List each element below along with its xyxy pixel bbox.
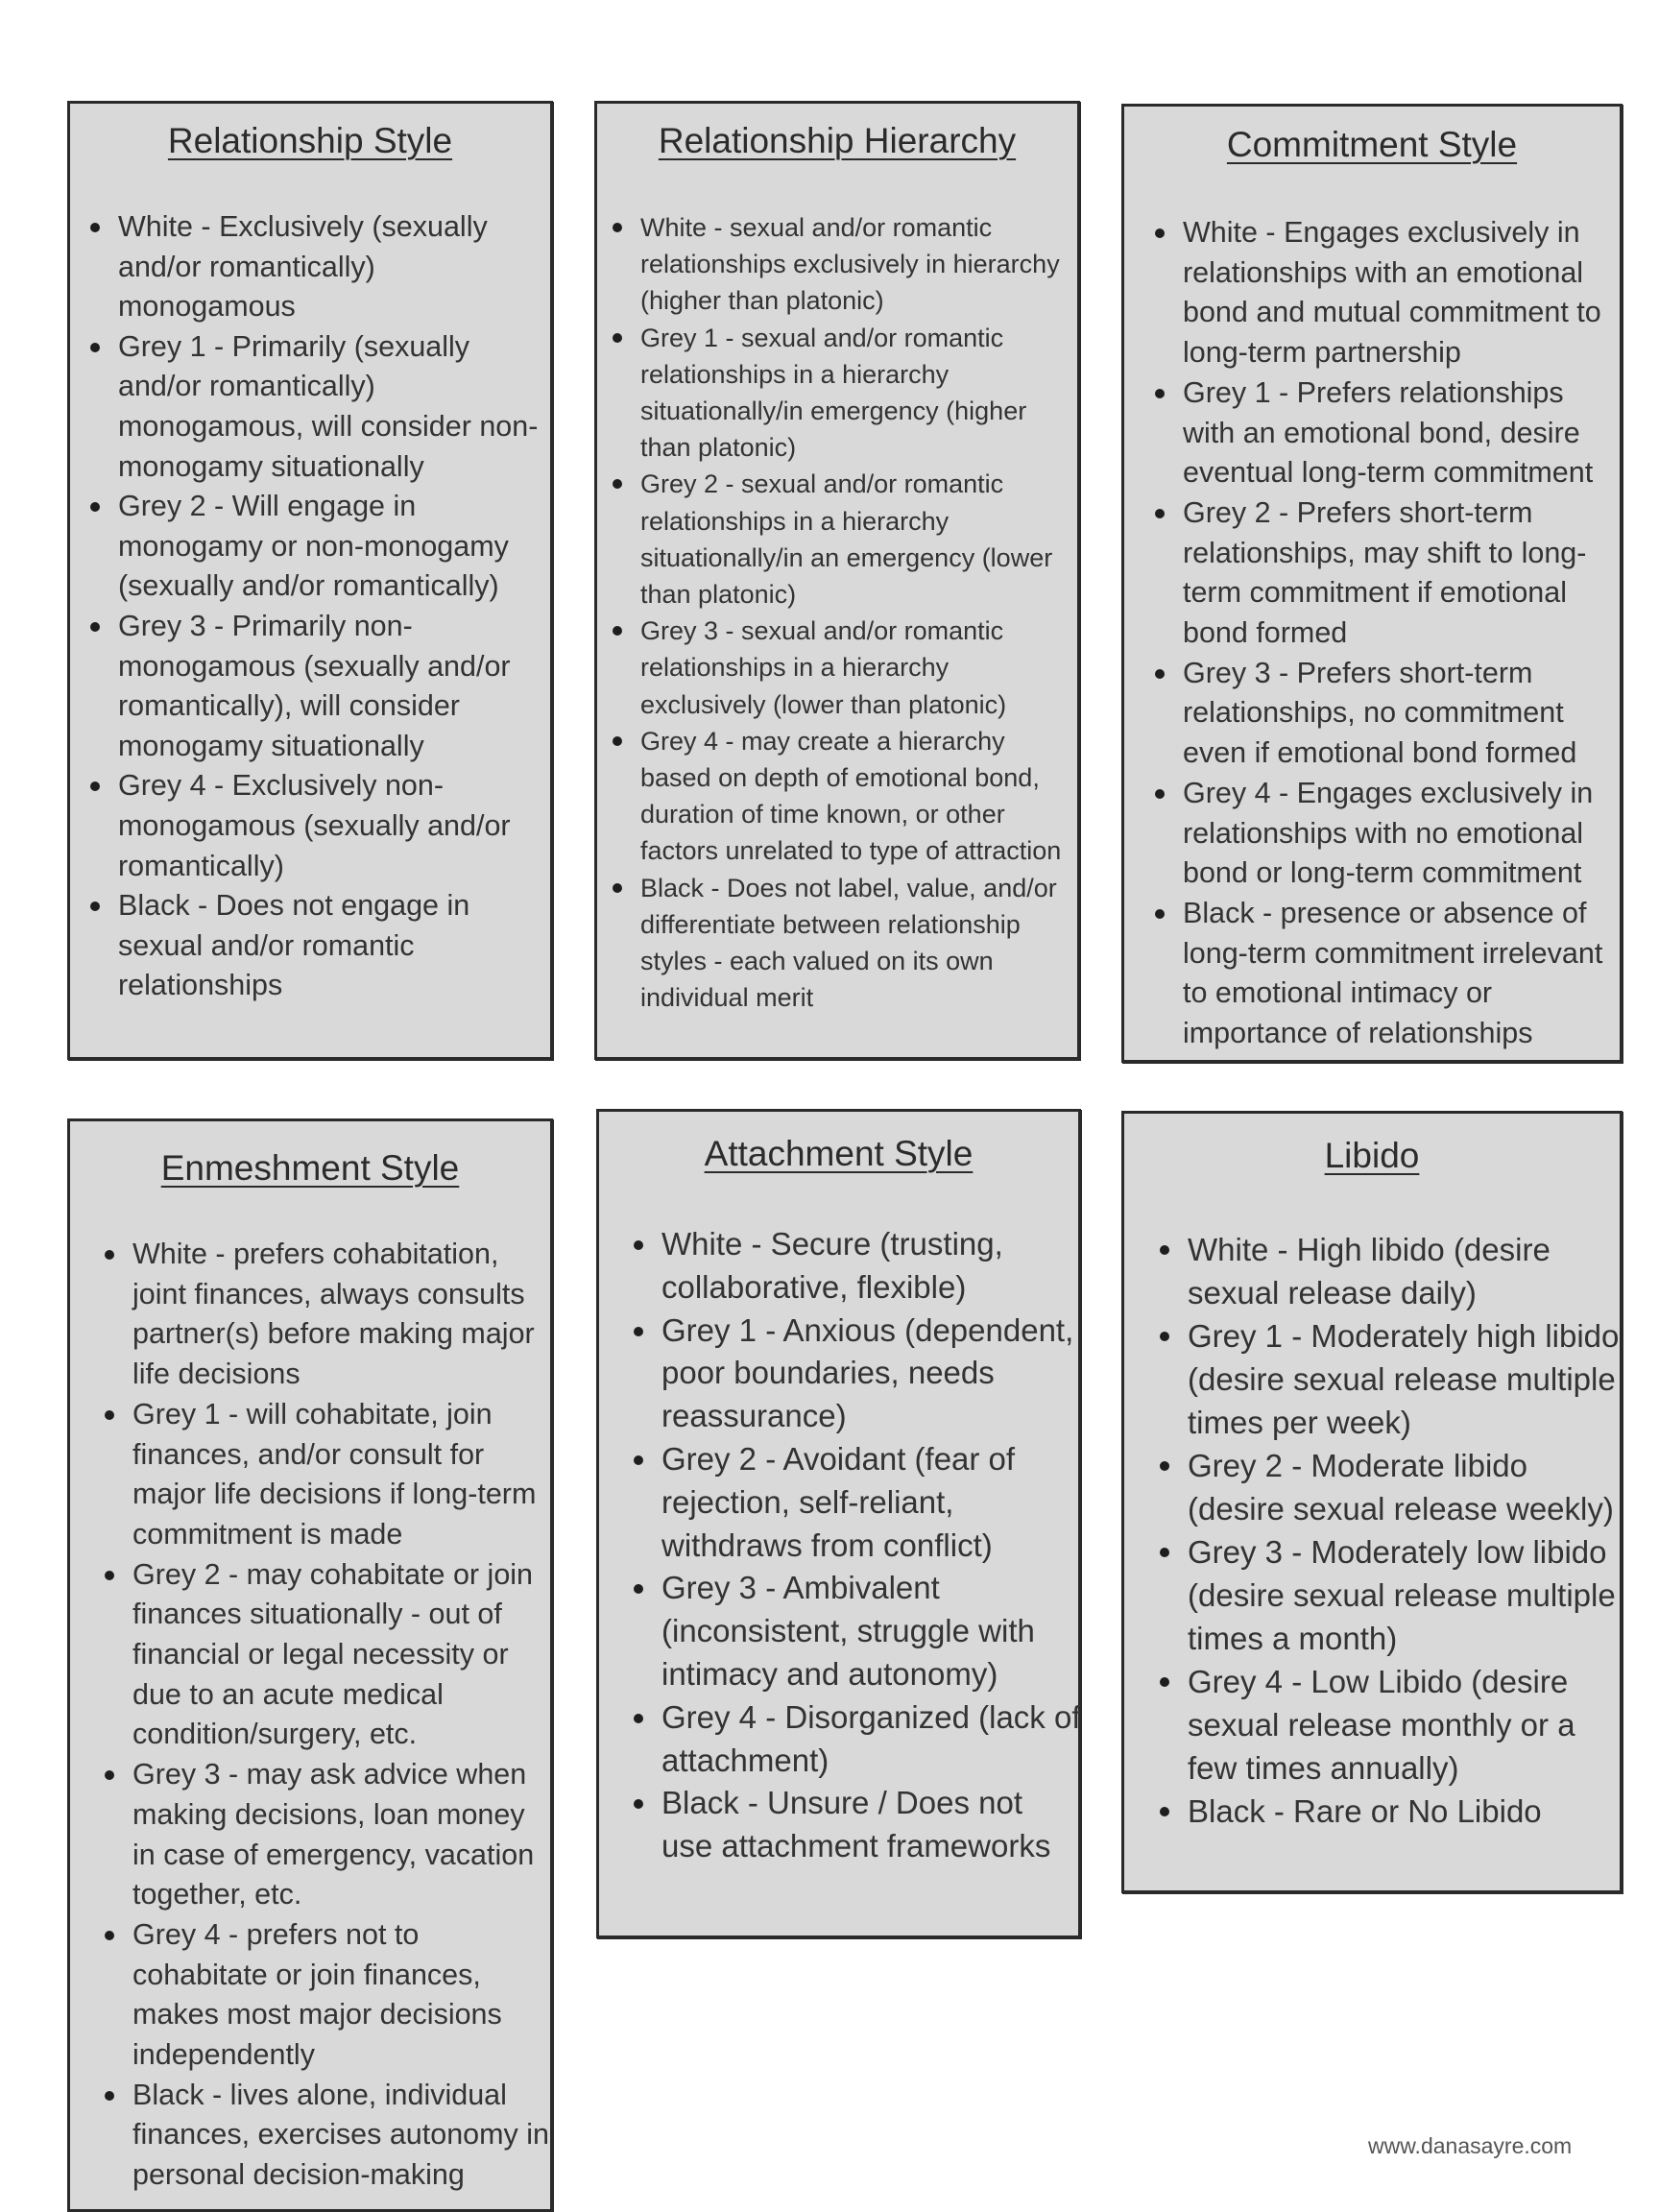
card-title: Libido	[1324, 1136, 1420, 1175]
list-item: Grey 2 - Moderate libido (desire sexual release weekly)	[1188, 1444, 1620, 1530]
relationship-hierarchy-card	[594, 101, 1080, 1060]
list-item: Grey 3 - sexual and/or romantic relationships in a hierarchy exclusively (lower than platonic)	[640, 613, 1077, 723]
list-item: Black - presence or absence of long-term commitment irrelevant to emotional intimacy or importance of relationships	[1183, 894, 1620, 1054]
attachment-style-card	[596, 1109, 1081, 1938]
list-item: White - High libido (desire sexual release daily)	[1188, 1228, 1620, 1314]
list-item: Black - Does not label, value, and/or differentiate between relationship styles - each valued on its own individual merit	[640, 870, 1077, 1017]
list-item: Grey 2 - sexual and/or romantic relationships in a hierarchy situationally/in an emergency (lower than platonic)	[640, 466, 1077, 613]
list-item: Black - lives alone, individual finances, exercises autonomy in personal decision-making	[132, 2076, 555, 2196]
list-item: Grey 3 - may ask advice when making decisions, loan money in case of emergency, vacation together, etc.	[132, 1755, 555, 1915]
bullet-list	[118, 207, 541, 1006]
enmeshment-style-card	[67, 1118, 553, 2212]
list-item: Grey 4 - prefers not to cohabitate or join finances, makes most major decisions independently	[132, 1915, 555, 2076]
list-item: Grey 3 - Moderately low libido (desire sexual release multiple times a month)	[1188, 1530, 1620, 1660]
list-item: Grey 2 - Prefers short-term relationships, may shift to long-term commitment if emotional bond formed	[1183, 493, 1620, 654]
list-item: Grey 3 - Prefers short-term relationships, no commitment even if emotional bond formed	[1183, 654, 1620, 774]
card-title: Commitment Style	[1226, 125, 1518, 164]
bullet-list	[1183, 213, 1620, 1054]
list-item: Grey 1 - will cohabitate, join finances, and/or consult for major life decisions if long-term commitment is made	[132, 1395, 555, 1555]
list-item: Grey 2 - may cohabitate or join finances situationally - out of financial or legal necessity or due to an acute medical condition/surgery, etc.	[132, 1555, 555, 1756]
list-item: Black - Does not engage in sexual and/or romantic relationships	[118, 886, 541, 1006]
list-item: Grey 2 - Will engage in monogamy or non-monogamy (sexually and/or romantically)	[118, 487, 541, 607]
list-item: White - sexual and/or romantic relationships exclusively in hierarchy (higher than platonic)	[640, 209, 1077, 320]
list-item: Grey 3 - Ambivalent (inconsistent, struggle with intimacy and autonomy)	[661, 1567, 1082, 1695]
list-item: Grey 1 - Anxious (dependent, poor boundaries, needs reassurance)	[661, 1310, 1082, 1438]
list-item: Grey 4 - Disorganized (lack of attachment)	[661, 1696, 1082, 1783]
list-item: Grey 1 - Primarily (sexually and/or romantically) monogamous, will consider non-monogamy situationally	[118, 327, 541, 487]
bullet-list	[132, 1235, 555, 2196]
relationship-style-card	[67, 101, 553, 1060]
list-item: Grey 1 - sexual and/or romantic relationships in a hierarchy situationally/in emergency (higher than platonic)	[640, 320, 1077, 467]
bullet-list	[1188, 1228, 1620, 1833]
bullet-list	[661, 1223, 1082, 1868]
list-item: Grey 3 - Primarily non-monogamous (sexually and/or romantically), will consider monogamy situationally	[118, 607, 541, 766]
list-item: Black - Unsure / Does not use attachment frameworks	[661, 1782, 1082, 1868]
libido-card	[1121, 1111, 1623, 1893]
website-url: www.danasayre.com	[1368, 2133, 1573, 2158]
list-item: Grey 1 - Prefers relationships with an emotional bond, desire eventual long-term commitment	[1183, 373, 1620, 493]
card-title: Attachment Style	[704, 1134, 974, 1173]
list-item: Grey 2 - Avoidant (fear of rejection, self-reliant, withdraws from conflict)	[661, 1438, 1082, 1567]
list-item: White - Engages exclusively in relationships with an emotional bond and mutual commitment to long-term partnership	[1183, 213, 1620, 373]
card-title: Enmeshment Style	[160, 1148, 460, 1188]
list-item: Grey 4 - Low Libido (desire sexual release monthly or a few times annually)	[1188, 1660, 1620, 1790]
list-item: Grey 1 - Moderately high libido (desire sexual release multiple times per week)	[1188, 1314, 1620, 1444]
list-item: Grey 4 - Engages exclusively in relationships with no emotional bond or long-term commitment	[1183, 774, 1620, 894]
bullet-list	[640, 209, 1077, 1016]
list-item: White - prefers cohabitation, joint finances, always consults partner(s) before making major life decisions	[132, 1235, 555, 1395]
list-item: White - Exclusively (sexually and/or romantically) monogamous	[118, 207, 541, 327]
list-item: Black - Rare or No Libido	[1188, 1790, 1620, 1833]
commitment-style-card	[1121, 104, 1623, 1063]
list-item: White - Secure (trusting, collaborative, flexible)	[661, 1223, 1082, 1310]
list-item: Grey 4 - may create a hierarchy based on depth of emotional bond, duration of time known, or other factors unrelated to type of attraction	[640, 723, 1077, 870]
card-title: Relationship Style	[167, 121, 453, 160]
card-title: Relationship Hierarchy	[658, 121, 1017, 160]
list-item: Grey 4 - Exclusively non-monogamous (sexually and/or romantically)	[118, 766, 541, 886]
